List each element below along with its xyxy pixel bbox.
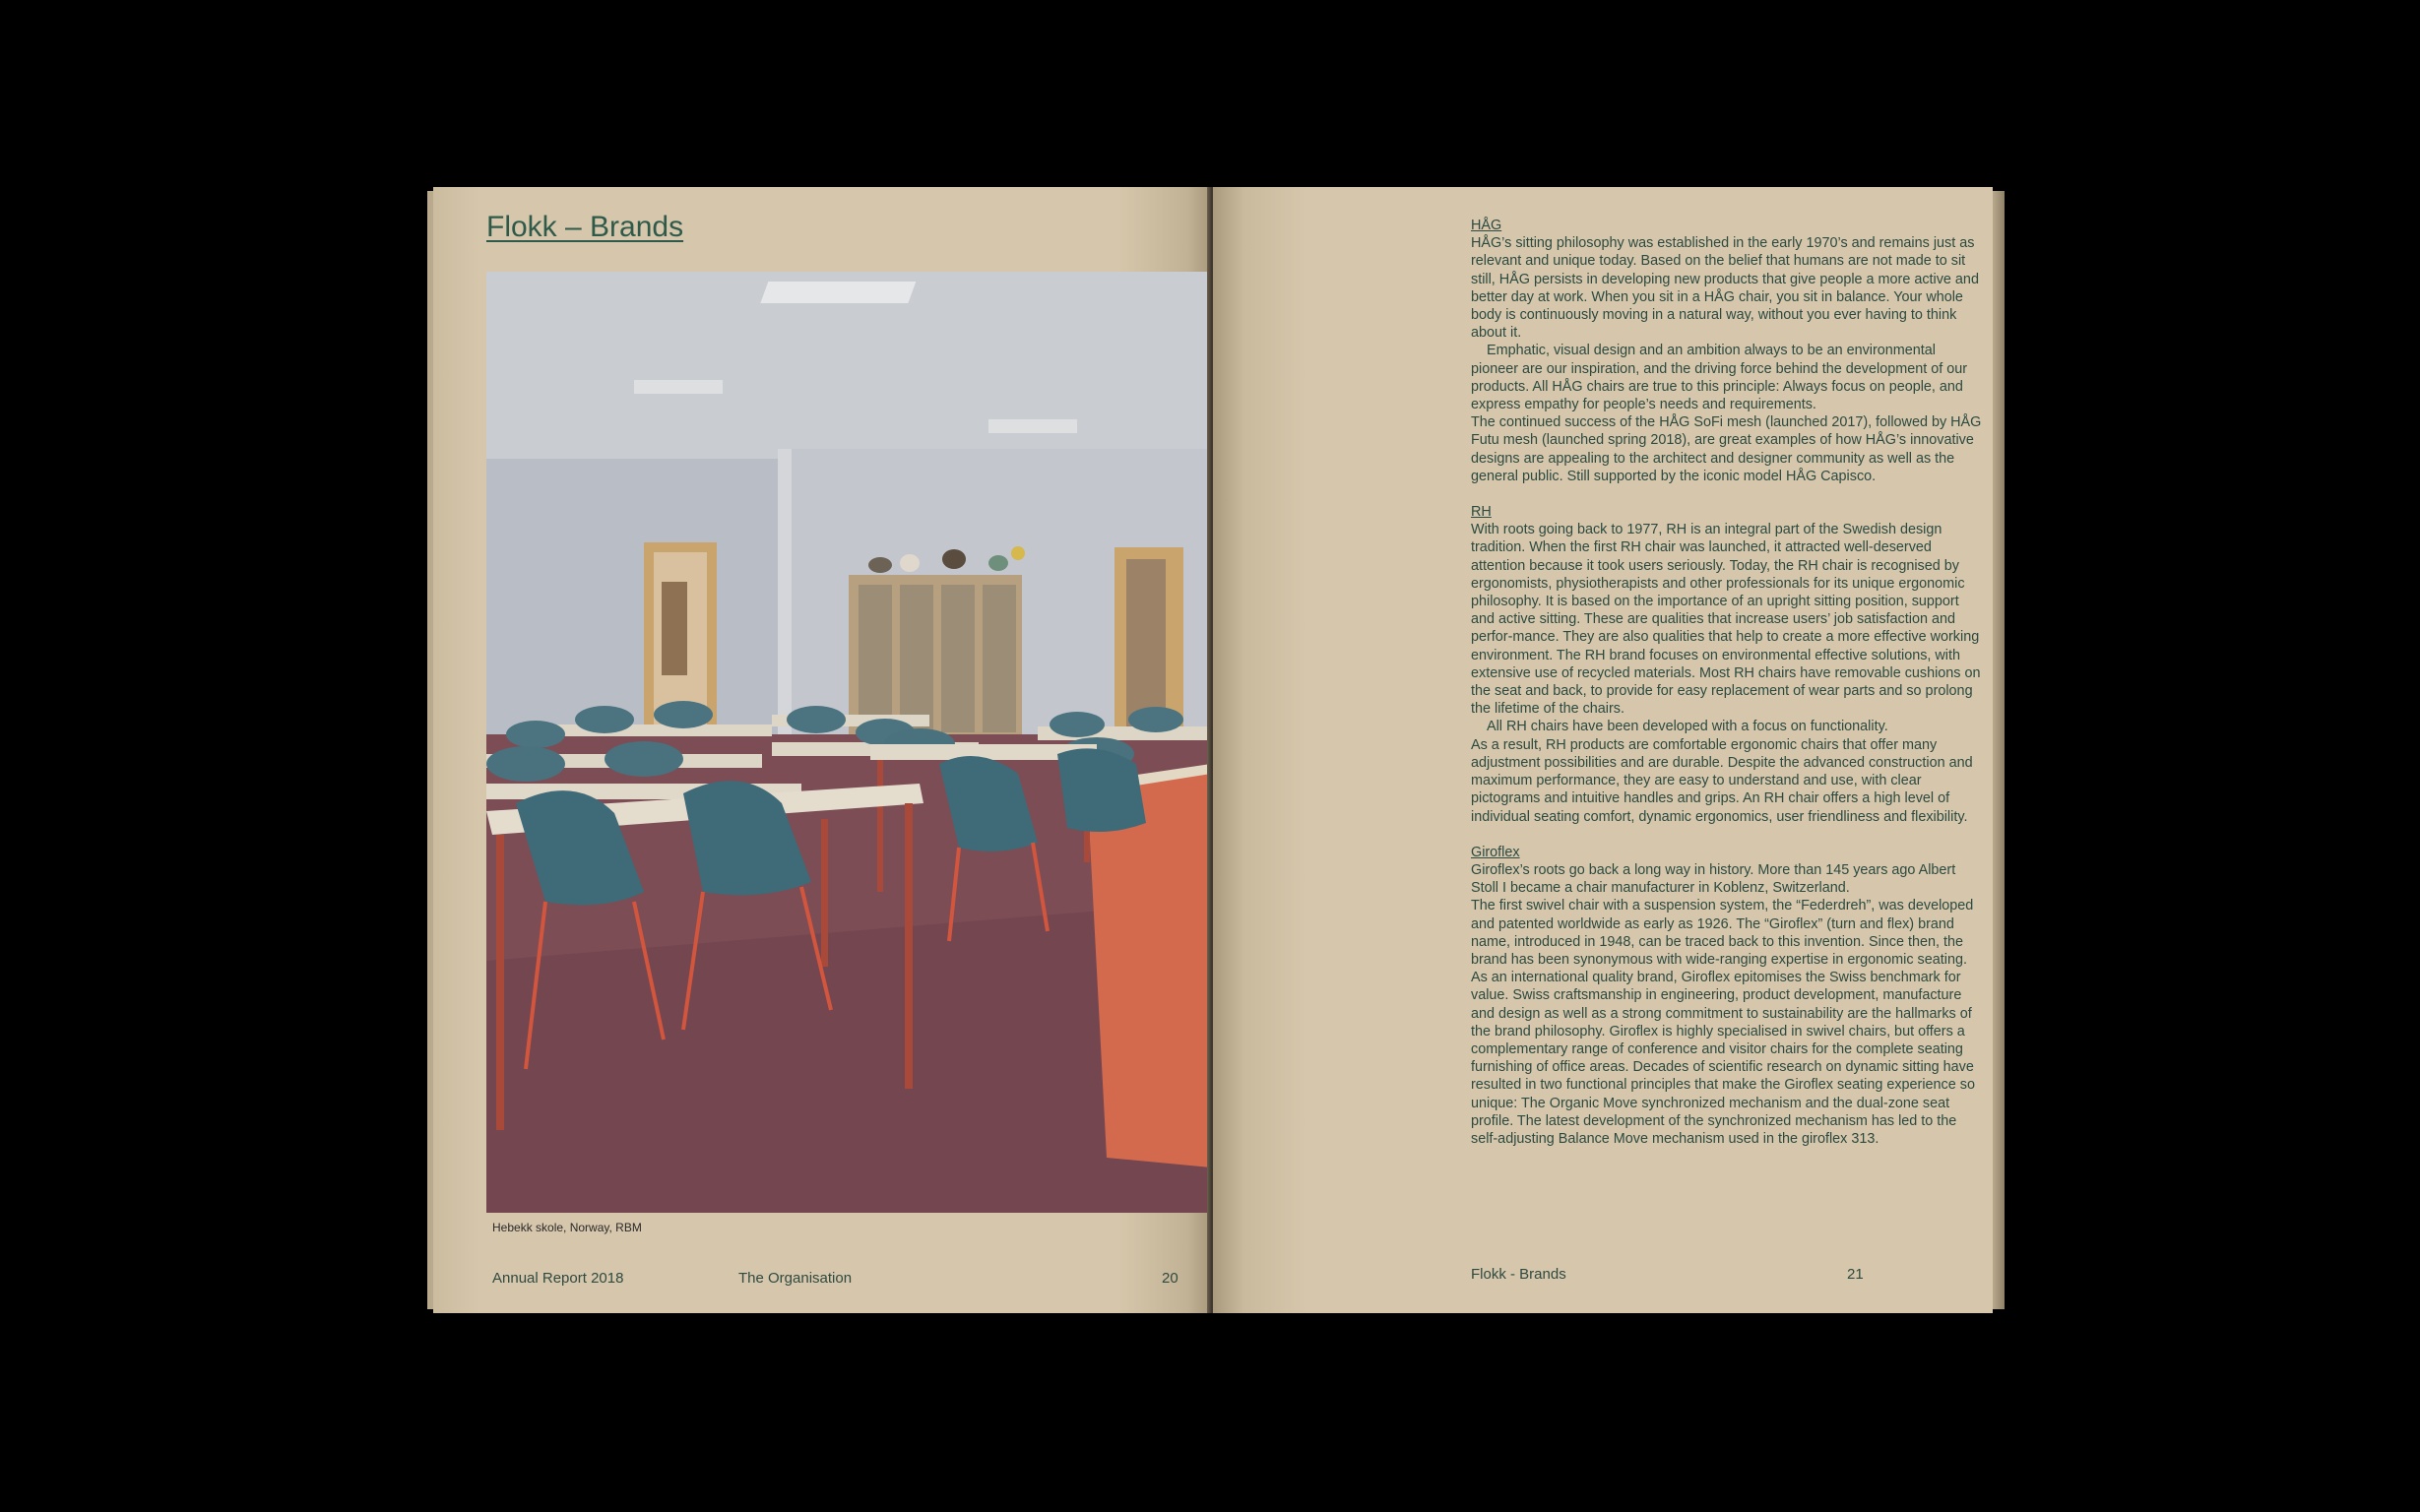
- paragraph: As a result, RH products are comfortable ergonomic chairs that offer many adjustment possibilities and are durable. Despite the advanced construction and maximum performance, they are easy to understand and use, with clear pictograms and intuitive handles and grips. An RH chair offers a high level of individual seating comfort, dynamic ergonomics, user friendliness and flexibility.: [1471, 736, 1973, 825]
- page-title: Flokk – Brands: [486, 211, 684, 243]
- photo-caption: Hebekk skole, Norway, RBM: [492, 1221, 642, 1234]
- footer-section: The Organisation: [738, 1270, 853, 1287]
- section-heading-giroflex: Giroflex: [1471, 844, 1520, 860]
- right-page-edge: [1993, 191, 2005, 1309]
- left-page: [433, 187, 1211, 1313]
- brands-text-column: [1471, 217, 1983, 1148]
- classroom-photo: [486, 272, 1211, 1213]
- paragraph: Giroflex’s roots go back a long way in history. More than 145 years ago Albert Stoll I became a chair manufacturer in Koblenz, Switzerland.: [1471, 861, 1956, 897]
- section-heading-rh: RH: [1471, 504, 1492, 521]
- paragraph: The continued success of the HÅG SoFi mesh (launched 2017), followed by HÅG Futu mesh (launched spring 2018), are great examples of how HÅG’s innovative designs are appealing to the architect and designer community as well as the general public. Still supported by the iconic model HÅG Capisco.: [1471, 414, 1982, 484]
- open-book: [433, 187, 2003, 1313]
- paragraph: With roots going back to 1977, RH is an integral part of the Swedish design tradition. When the first RH chair was launched, it attracted well-deserved attention because it took users seriously. Today, the RH chair is recognised by ergonomists, physiotherapists and other professionals for its unique ergonomic philosophy. It is based on the importance of an upright sitting position, support and active sitting. These are qualities that increase users’ job satisfaction and perfor-mance. They are also qualities that help to create a more effective working environment. The RH brand focuses on environmental effective solutions, with extensive use of recycled materials. Most RH chairs have removable cushions on the seat and back, to provide for easy replacement of wear parts and so prolong the lifetime of the chairs.: [1471, 522, 1981, 718]
- footer-page-number-right: 21: [1847, 1266, 1864, 1283]
- paragraph: HÅG’s sitting philosophy was established in the early 1970’s and remains just as relevant and unique today. Based on the belief that humans are not made to sit still, HÅG persists in developing new products that give people a more active and better day at work. When you sit in a HÅG chair, you sit in balance. Your whole body is continuously moving in a natural way, without you ever having to think about it.: [1471, 235, 1979, 342]
- paragraph: The first swivel chair with a suspension system, the “Federdreh”, was developed and patented worldwide as early as 1926. The “Giroflex” (turn and flex) brand name, introduced in 1948, can be traced back to this invention. Since then, the brand has been synonymous with wide-ranging expertise in ergonomic seating. As an international quality brand, Giroflex epitomises the Swiss benchmark for value. Swiss craftsmanship in engineering, product development, manufacture and design as well as a strong commitment to sustainability are the hallmarks of the brand philosophy. Giroflex is highly specialised in swivel chairs, but offers a complementary range of conference and visitor chairs for the complete seating furnishing of office areas. Decades of scientific research on dynamic sitting have resulted in two functional principles that make the Giroflex seating experience so unique: The Organic Move synchronized mechanism and the dual-zone seat profile. The latest development of the synchronized mechanism has led to the self-adjusting Balance Move mechanism used in the giroflex 313.: [1471, 898, 1975, 1147]
- section-heading-hag: HÅG: [1471, 218, 1502, 233]
- paragraph: All RH chairs have been developed with a focus on functionality.: [1487, 719, 1888, 735]
- footer-section-right: Flokk - Brands: [1471, 1266, 1566, 1283]
- paragraph: Emphatic, visual design and an ambition always to be an environmental pioneer are our inspiration, and the driving force behind the development of our products. All HÅG chairs are true to this principle: Always focus on people, and express empathy for people’s needs and requirements.: [1471, 343, 1967, 413]
- footer-page-number: 20: [1162, 1270, 1178, 1287]
- footer-publication: Annual Report 2018: [492, 1270, 624, 1287]
